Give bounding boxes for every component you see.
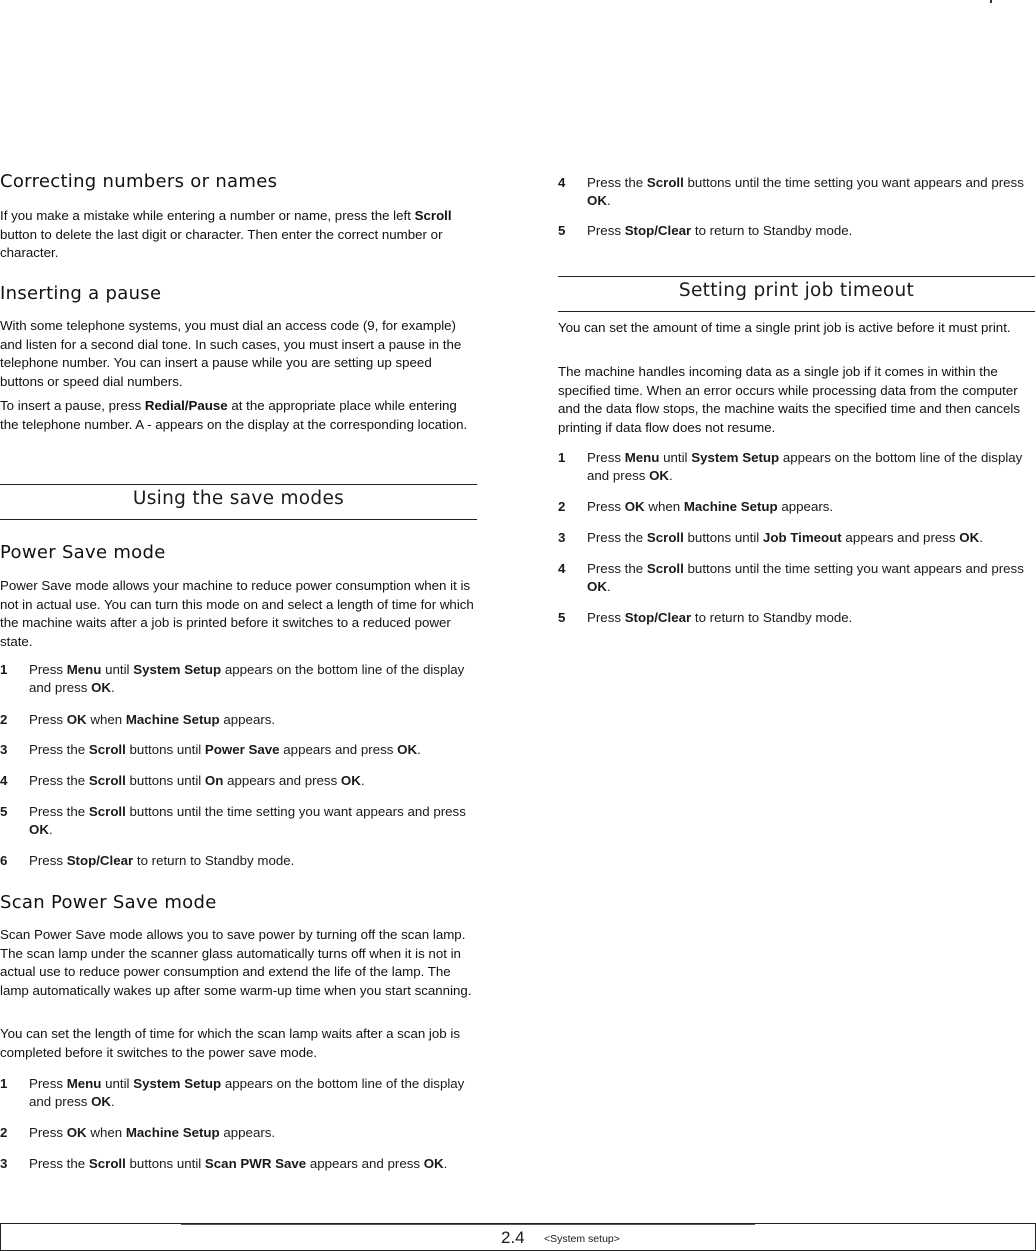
step-number: 2 [0, 712, 8, 727]
pause-heading: Inserting a pause [0, 283, 162, 304]
bold-term: Menu [66, 1076, 102, 1091]
bold-term: Machine Setup [125, 1125, 220, 1140]
bold-term: OK [91, 680, 112, 695]
step-number: 5 [558, 610, 566, 625]
bold-term: Scroll [88, 804, 126, 819]
step-item [0, 772, 477, 790]
power-save-body: Power Save mode allows your machine to reduce power consumption when it is not in actual use. You can turn this mode on and select a length of time for which the machine waits after a job is printed before it switches to a reduced power state. [0, 578, 474, 649]
timeout-banner-title: Setting print job timeout [678, 280, 915, 301]
bold-term: System Setup [133, 1076, 222, 1091]
bold-term: Machine Setup [125, 712, 220, 727]
bold-term: OK [587, 579, 607, 594]
step-number: 2 [558, 499, 566, 514]
bold-term: OK [587, 193, 607, 208]
step-number: 5 [558, 223, 566, 238]
step-text: Press Stop/Clear to return to Standby mode. [587, 223, 853, 238]
scan-body-1: Scan Power Save mode allows you to save power by turning off the scan lamp. The scan lamp under the scanner glass automatically turns off when it is not in actual use to reduce power consumption and extend the life of the lamp. The lamp automatically wakes up after some warm-up time when you start scanning. [0, 927, 472, 998]
step-text: Press the Scroll buttons until On appears and press OK. [29, 773, 365, 788]
step-number: 6 [0, 853, 8, 868]
step-number: 4 [0, 773, 8, 788]
step-number: 4 [558, 175, 566, 190]
power-save-heading: Power Save mode [0, 542, 166, 563]
step-item [0, 1075, 477, 1111]
step-number: 1 [558, 450, 566, 465]
step-text: Press Menu until System Setup appears on the bottom line of the display and press OK. [29, 1076, 465, 1109]
step-text: Press OK when Machine Setup appears. [587, 499, 834, 514]
bold-term: System Setup [133, 662, 222, 677]
section-label: <System setup> [544, 1233, 620, 1245]
step-text: Press OK when Machine Setup appears. [29, 1125, 276, 1140]
step-text: Press Stop/Clear to return to Standby mode. [29, 853, 295, 868]
step-number: 3 [558, 530, 566, 545]
step-number: 3 [0, 1156, 8, 1171]
step-text: Press the Scroll buttons until the time setting you want appears and press OK. [587, 561, 1024, 594]
scan-power-save-heading: Scan Power Save mode [0, 892, 217, 913]
step-number: 4 [558, 561, 566, 576]
bold-term: Scroll [646, 175, 684, 190]
bold-term: Menu [624, 450, 660, 465]
page-number: 2.4 [501, 1228, 525, 1247]
step-number: 5 [0, 804, 8, 819]
bold-term: Menu [66, 662, 102, 677]
bold-term: Power Save [204, 742, 280, 757]
correcting-body: If you make a mistake while entering a number or name, press the left Scroll button to delete the last digit or character. Then enter the correct number or character. [0, 208, 452, 260]
step-number: 1 [0, 1076, 8, 1091]
bold-term: Job Timeout [762, 530, 842, 545]
bold-term: OK [66, 712, 87, 727]
pause-body-2: To insert a pause, press Redial/Pause at the appropriate place while entering the telephone number. A - appears on the display at the corresponding location. [0, 398, 468, 432]
step-text: Press OK when Machine Setup appears. [29, 712, 276, 727]
page-footer [0, 1223, 1036, 1251]
bold-term: Scan PWR Save [204, 1156, 307, 1171]
bold-term: Machine Setup [683, 499, 778, 514]
footer-rule [181, 1224, 755, 1225]
step-item [0, 741, 477, 759]
bold-term: OK [959, 530, 980, 545]
step-text: Press the Scroll buttons until Scan PWR Save appears and press OK. [29, 1156, 448, 1171]
step-item [0, 803, 477, 839]
step-text: Press the Scroll buttons until the time setting you want appears and press OK. [29, 804, 466, 837]
corner-mark [990, 0, 992, 3]
step-item [0, 711, 477, 729]
bold-term: Stop/Clear [624, 223, 692, 238]
step-item [558, 529, 1035, 547]
pause-body-1: With some telephone systems, you must dial an access code (9, for example) and listen for a second dial tone. In such cases, you must insert a pause in the telephone number. You can insert a pause while you are setting up speed buttons or speed dial numbers. [0, 318, 462, 389]
bold-term: OK [91, 1094, 112, 1109]
bold-term: Scroll [646, 530, 684, 545]
bold-term: Scroll [646, 561, 684, 576]
save-modes-banner-title: Using the save modes [132, 488, 345, 509]
bold-term: Scroll [88, 1156, 126, 1171]
step-item [558, 609, 1035, 627]
bold-term: System Setup [691, 450, 780, 465]
correcting-heading: Correcting numbers or names [0, 171, 278, 192]
timeout-banner [558, 276, 1035, 312]
save-modes-banner [0, 484, 477, 520]
step-item [558, 222, 1035, 240]
step-item [0, 661, 477, 697]
step-text: Press Menu until System Setup appears on the bottom line of the display and press OK. [29, 662, 465, 695]
bold-term: OK [29, 822, 49, 837]
bold-term: Stop/Clear [624, 610, 692, 625]
bold-term: On [204, 773, 224, 788]
timeout-body-1: You can set the amount of time a single print job is active before it must print. [558, 320, 1011, 335]
bold-term: OK [340, 773, 361, 788]
bold-term: Scroll [414, 208, 452, 223]
timeout-body-2: The machine handles incoming data as a single job if it comes in within the specified time. When an error occurs while processing data from the computer and the data flow stops, the machine waits the specified time and then cancels printing if data flow does not resume. [558, 364, 1020, 435]
step-item [0, 1155, 477, 1173]
step-number: 2 [0, 1125, 8, 1140]
step-item [0, 1124, 477, 1142]
bold-term: OK [624, 499, 645, 514]
bold-term: OK [66, 1125, 87, 1140]
bold-term: OK [649, 468, 670, 483]
bold-term: OK [397, 742, 418, 757]
step-item [558, 174, 1035, 210]
step-number: 1 [0, 662, 8, 677]
step-item [558, 498, 1035, 516]
step-text: Press the Scroll buttons until Job Timeout appears and press OK. [587, 530, 983, 545]
bold-term: Stop/Clear [66, 853, 134, 868]
step-text: Press the Scroll buttons until Power Save appears and press OK. [29, 742, 421, 757]
bold-term: Redial/Pause [144, 398, 228, 413]
step-item [558, 560, 1035, 596]
step-item [558, 449, 1035, 485]
step-text: Press Menu until System Setup appears on the bottom line of the display and press OK. [587, 450, 1023, 483]
scan-body-2: You can set the length of time for which the scan lamp waits after a scan job is completed before it switches to the power save mode. [0, 1026, 460, 1060]
bold-term: Scroll [88, 773, 126, 788]
step-text: Press Stop/Clear to return to Standby mode. [587, 610, 853, 625]
step-item [0, 852, 477, 870]
bold-term: OK [423, 1156, 444, 1171]
step-text: Press the Scroll buttons until the time setting you want appears and press OK. [587, 175, 1024, 208]
bold-term: Scroll [88, 742, 126, 757]
step-number: 3 [0, 742, 8, 757]
